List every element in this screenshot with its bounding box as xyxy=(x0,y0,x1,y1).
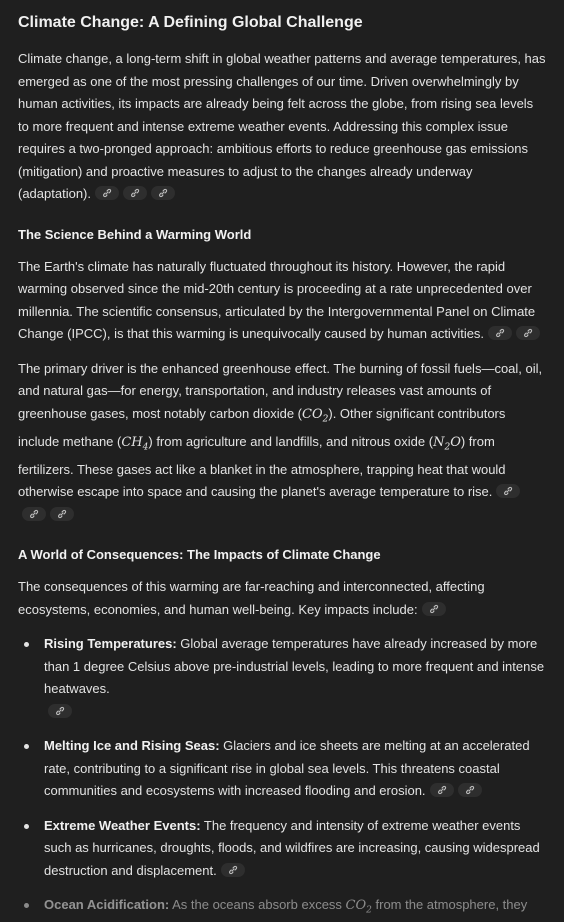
formula-ch4-base: CH xyxy=(121,434,143,450)
page-title: Climate Change: A Defining Global Challenge xyxy=(18,14,363,31)
science-text-2a: The primary driver is the enhanced greenhouse effect. The burning of fossil fuels—coal, oil, and natural gas—for energy, transportation, and industry releases vast amounts of greenhouse gases, most notably carbon dioxide ( xyxy=(18,360,543,421)
citation-link-icon[interactable] xyxy=(48,704,72,718)
list-item-text: Global average temperatures have already increased by more than 1 degree Celsius above pre-industrial levels, leading to more frequent and intense heatwaves. xyxy=(44,636,545,697)
list-item xyxy=(18,633,546,723)
list-item-label: Melting Ice and Rising Seas: xyxy=(44,738,220,754)
list-item-text-b: from the atmosphere, they xyxy=(371,897,528,913)
citation-link-icon[interactable] xyxy=(488,326,512,340)
citation-link-icon[interactable] xyxy=(516,326,540,340)
citation-link-icon[interactable] xyxy=(123,186,147,200)
science-text-2d: ) from fertilizers. These gases act like a blanket in the atmosphere, trapping heat that would otherwise escape into space and causing the planet's average temperature to rise. xyxy=(18,433,506,500)
formula-co2 xyxy=(302,406,329,425)
citation-link-icon[interactable] xyxy=(50,507,74,521)
science-text-2b: ). Other significant contributors include methane ( xyxy=(18,405,506,449)
citation-link-icon[interactable] xyxy=(95,186,119,200)
formula-co2-base: CO xyxy=(302,406,323,422)
list-item-text-a: As the oceans absorb excess xyxy=(169,897,346,913)
formula-n2o-a: N xyxy=(433,434,445,450)
citation-link-icon[interactable] xyxy=(221,863,245,877)
list-item-label: Extreme Weather Events: xyxy=(44,817,201,833)
section-heading-science: The Science Behind a Warming World xyxy=(18,226,252,242)
formula-ch4-sub: 4 xyxy=(142,442,149,453)
science-paragraph-1 xyxy=(18,256,546,346)
intro-paragraph xyxy=(18,48,546,206)
list-item-text: The frequency and intensity of extreme weather events such as hurricanes, droughts, floods, and wildfires are increasing, causing widespread destruction and displacement. xyxy=(44,817,540,878)
formula-co2-sub: 2 xyxy=(366,905,372,916)
list-item-label: Ocean Acidification: xyxy=(44,897,170,913)
citation-link-icon[interactable] xyxy=(430,783,454,797)
section-heading-impacts: A World of Consequences: The Impacts of Climate Change xyxy=(18,547,381,563)
formula-ch4 xyxy=(121,434,149,453)
formula-co2-base: CO xyxy=(345,898,367,914)
impacts-list xyxy=(18,633,546,922)
science-text-1: The Earth's climate has naturally fluctuated throughout its history. However, the rapid warming observed since the mid-20th century is proceeding at a rate unprecedented over millennia. The scientific consensus, articulated by the Intergovernmental Panel on Climate Change (IPCC), is that this warming is unequivocally caused by human activities. xyxy=(18,258,536,341)
citation-link-icon[interactable] xyxy=(496,484,520,498)
list-item xyxy=(18,735,546,803)
formula-n2o-b: O xyxy=(450,434,461,450)
impacts-intro-text: The consequences of this warming are far-reaching and interconnected, affecting ecosystems, economies, and human well-being. Key impacts include: xyxy=(18,579,485,617)
impacts-intro-paragraph xyxy=(18,576,546,621)
list-item xyxy=(18,815,546,883)
science-text-2c: ) from agriculture and landfills, and nitrous oxide ( xyxy=(148,433,434,449)
citation-link-icon[interactable] xyxy=(151,186,175,200)
formula-co2 xyxy=(345,898,372,916)
formula-co2-sub: 2 xyxy=(322,414,329,425)
citation-link-icon[interactable] xyxy=(458,783,482,797)
list-item xyxy=(18,894,546,922)
intro-text: Climate change, a long-term shift in global weather patterns and average temperatures, has emerged as one of the most pressing challenges of our time. Driven overwhelmingly by human activities, its impacts are already being felt across the globe, from rising sea levels to more frequent and intense extreme weather events. Addressing this complex issue requires a two-pronged approach: ambitious efforts to reduce greenhouse gas emissions (mitigation) and proactive measures to adjust to the changes already underway (adaptation). xyxy=(18,51,546,201)
formula-n2o-sub: 2 xyxy=(444,442,451,453)
citation-link-icon[interactable] xyxy=(422,602,446,616)
list-item-label: Rising Temperatures: xyxy=(44,636,177,652)
formula-n2o xyxy=(433,434,461,453)
science-paragraph-2 xyxy=(18,358,546,527)
citation-link-icon[interactable] xyxy=(22,507,46,521)
list-item-text: Glaciers and ice sheets are melting at an accelerated rate, contributing to a significant rise in global sea levels. This threatens coastal communities and ecosystems with increased flooding and erosion. xyxy=(44,738,530,799)
